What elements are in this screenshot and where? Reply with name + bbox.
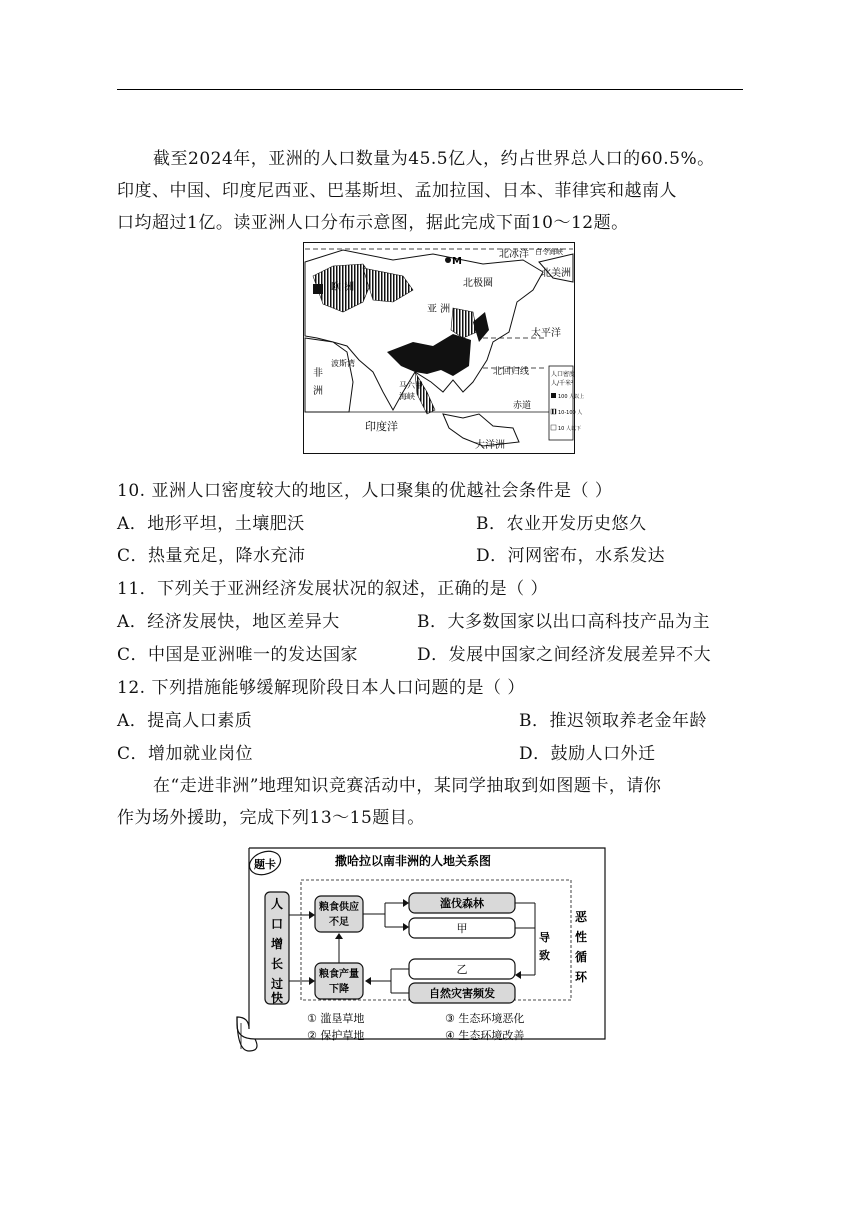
choice-2: ② 保护草地 xyxy=(307,1029,365,1042)
choice-4: ④ 生态环境改善 xyxy=(445,1029,525,1042)
asia-population-map xyxy=(303,242,585,454)
question-12-option-b: B．推迟领取养老金年龄 xyxy=(519,711,707,731)
legend-item-low: 10 人以下 xyxy=(558,426,581,432)
svg-text:增: 增 xyxy=(270,937,284,951)
legend-item-high: 100 人以上 xyxy=(558,394,585,400)
intro2-line-1: 在“走进非洲”地理知识竞赛活动中，某同学抽取到如图题卡，请你 xyxy=(153,776,662,796)
label-m: M xyxy=(452,256,462,267)
question-11-stem: 11．下列关于亚洲经济发展状况的叙述，正确的是（ ） xyxy=(117,579,549,599)
svg-text:长: 长 xyxy=(270,957,284,971)
intro-line-1: 截至2024年，亚洲的人口数量为45.5亿人，约占世界总人口的60.5%。 xyxy=(153,149,715,169)
question-11-option-b: B．大多数国家以出口高科技产品为主 xyxy=(417,612,710,632)
svg-text:快: 快 xyxy=(270,991,284,1005)
choice-3: ③ 生态环境恶化 xyxy=(445,1012,525,1025)
label-indian-ocean: 印度洋 xyxy=(365,420,398,433)
label-malacca-1: 马六甲 xyxy=(399,381,423,390)
label-persian-gulf: 波斯湾 xyxy=(331,359,355,368)
svg-text:甲: 甲 xyxy=(456,922,468,935)
svg-text:过: 过 xyxy=(270,977,284,991)
legend-unit: 人/千米² xyxy=(551,380,574,387)
legend-item-medium: 10-100 人 xyxy=(558,410,583,416)
question-12-option-a: A．提高人口素质 xyxy=(117,711,253,731)
svg-text:乙: 乙 xyxy=(456,963,468,976)
svg-text:口: 口 xyxy=(270,917,284,931)
svg-text:性: 性 xyxy=(575,930,588,944)
card-title: 撒哈拉以南非洲的人地关系图 xyxy=(335,854,492,868)
svg-text:不足: 不足 xyxy=(329,917,349,928)
svg-text:致: 致 xyxy=(539,949,550,962)
label-arctic-circle: 北极圈 xyxy=(463,278,493,289)
question-10-stem: 10. 亚洲人口密度较大的地区，人口聚集的优越社会条件是（ ） xyxy=(117,481,613,501)
label-africa-1: 非 xyxy=(313,368,323,379)
label-bering-strait: 白令海峡 xyxy=(535,248,563,256)
svg-text:恶: 恶 xyxy=(575,910,588,924)
question-10-option-b: B．农业开发历史悠久 xyxy=(476,514,647,534)
svg-text:粮食产量: 粮食产量 xyxy=(319,969,359,980)
intro-line-2: 印度、中国、印度尼西亚、巴基斯坦、孟加拉国、日本、菲律宾和越南人 xyxy=(117,181,677,201)
label-arctic-ocean: 北冰洋 xyxy=(499,249,529,260)
svg-text:循: 循 xyxy=(575,950,588,964)
choice-1: ① 滥垦草地 xyxy=(307,1012,365,1025)
label-africa-2: 洲 xyxy=(313,386,323,397)
question-12-stem: 12. 下列措施能够缓解现阶段日本人口问题的是（ ） xyxy=(117,678,525,698)
question-12-option-d: D．鼓励人口外迁 xyxy=(519,744,656,764)
intro-line-3: 口均超过1亿。读亚洲人口分布示意图，据此完成下面10～12题。 xyxy=(117,213,629,233)
svg-text:滥伐森林: 滥伐森林 xyxy=(440,897,484,910)
svg-text:环: 环 xyxy=(575,970,588,984)
label-europe: 欧 洲 xyxy=(331,282,355,293)
question-11-option-a: A．经济发展快，地区差异大 xyxy=(117,612,340,632)
question-card-diagram xyxy=(235,845,608,1055)
label-oceania: 大洋洲 xyxy=(475,440,505,451)
legend-title: 人口密度 xyxy=(551,371,576,378)
label-asia: 亚 洲 xyxy=(427,304,451,315)
svg-text:自然灾害频发: 自然灾害频发 xyxy=(429,987,495,1000)
intro2-line-2: 作为场外援助，完成下列13～15题目。 xyxy=(117,808,425,828)
question-11-option-c: C．中国是亚洲唯一的发达国家 xyxy=(117,645,359,665)
label-tropic: 北回归线 xyxy=(493,367,530,377)
question-12-option-c: C．增加就业岗位 xyxy=(117,744,254,764)
label-pacific: 太平洋 xyxy=(531,328,561,339)
svg-text:粮食供应: 粮食供应 xyxy=(319,902,359,913)
label-north-america: 北美洲 xyxy=(541,268,571,279)
label-equator: 赤道 xyxy=(513,401,532,411)
card-badge: 题卡 xyxy=(254,858,276,871)
question-11-option-d: D．发展中国家之间经济发展差异不大 xyxy=(417,645,712,665)
question-10-option-c: C．热量充足，降水充沛 xyxy=(117,546,306,566)
map-legend xyxy=(549,366,584,440)
question-10-option-a: A．地形平坦，土壤肥沃 xyxy=(117,514,305,534)
svg-text:人: 人 xyxy=(270,897,284,911)
header-rule xyxy=(117,89,743,90)
question-10-option-d: D．河网密布，水系发达 xyxy=(476,546,666,566)
label-malacca-2: 海峡 xyxy=(399,392,415,401)
svg-text:下降: 下降 xyxy=(329,984,349,995)
svg-text:导: 导 xyxy=(539,931,550,944)
